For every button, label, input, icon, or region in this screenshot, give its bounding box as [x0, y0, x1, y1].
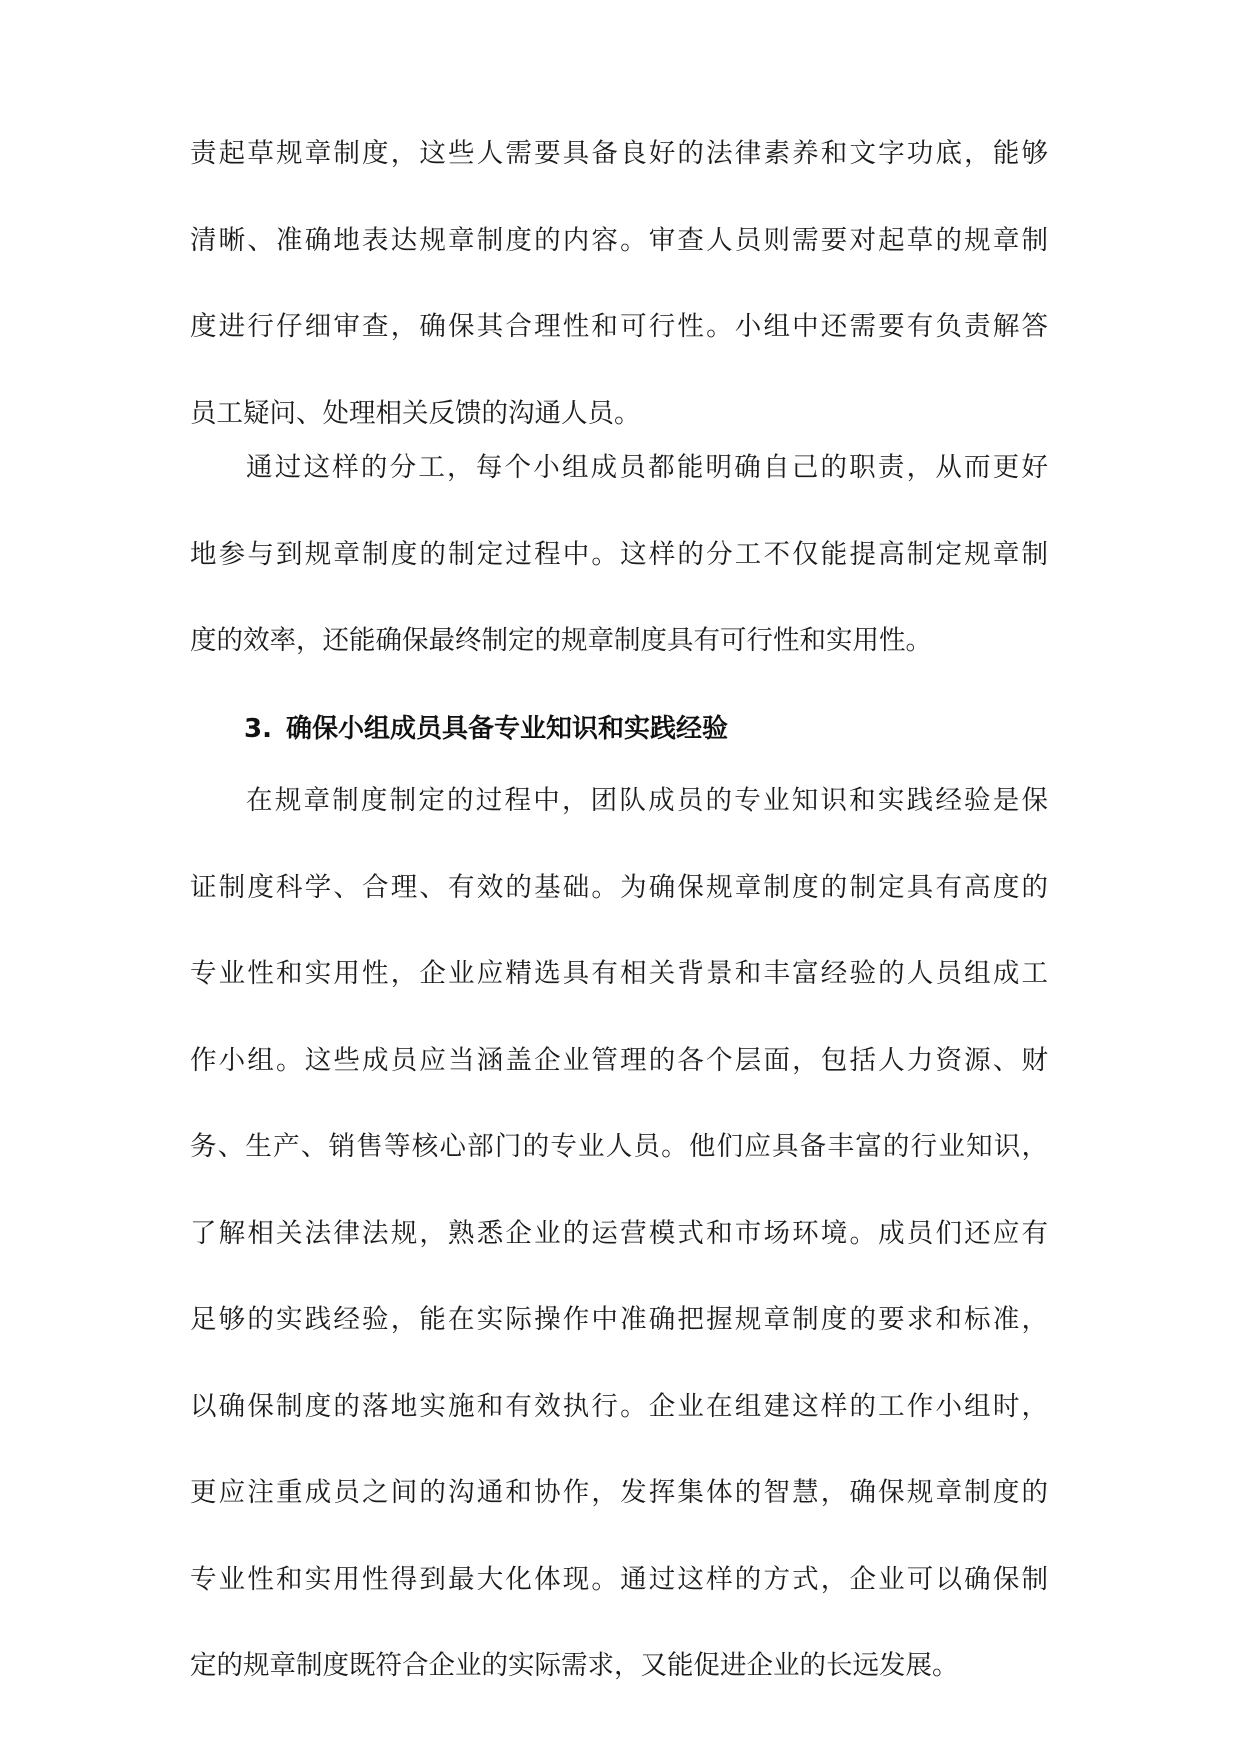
text-line: 足够的实践经验，能在实际操作中准确把握规章制度的要求和标准，	[190, 1304, 1048, 1335]
text-line: 以确保制度的落地实施和有效执行。企业在组建这样的工作小组时，	[190, 1390, 1048, 1422]
text-line: 定的规章制度既符合企业的实际需求，又能促进企业的长远发展。	[190, 1650, 959, 1681]
text-line: 专业性和实用性得到最大化体现。通过这样的方式，企业可以确保制	[190, 1563, 1048, 1595]
text-line: 作小组。这些成员应当涵盖企业管理的各个层面，包括人力资源、财	[190, 1044, 1048, 1076]
paragraph-3	[190, 781, 1048, 1733]
paragraph-1	[190, 134, 1048, 480]
text-line: 证制度科学、合理、有效的基础。为确保规章制度的制定具有高度的	[190, 871, 1048, 903]
text-line: 责起草规章制度，这些人需要具备良好的法律素养和文字功底，能够	[190, 138, 1048, 169]
section-heading	[244, 709, 728, 749]
text-line: 务、生产、销售等核心部门的专业人员。他们应具备丰富的行业知识，	[190, 1131, 1048, 1162]
text-line: 更应注重成员之间的沟通和协作，发挥集体的智慧，确保规章制度的	[190, 1477, 1048, 1508]
section-title: 确保小组成员具备专业知识和实践经验	[286, 714, 729, 744]
text-line: 了解相关法律法规，熟悉企业的运营模式和市场环境。成员们还应有	[190, 1217, 1048, 1249]
text-line: 度进行仔细审查，确保其合理性和可行性。小组中还需要有负责解答	[190, 311, 1048, 342]
text-line: 地参与到规章制度的制定过程中。这样的分工不仅能提高制定规章制	[190, 538, 1048, 570]
text-line: 员工疑问、处理相关反馈的沟通人员。	[190, 397, 641, 429]
text-line: 清晰、准确地表达规章制度的内容。审查人员则需要对起草的规章制	[190, 224, 1048, 256]
section-number: 3.	[244, 714, 272, 744]
paragraph-2	[190, 448, 1048, 708]
text-line: 专业性和实用性，企业应精选具有相关背景和丰富经验的人员组成工	[190, 958, 1048, 989]
text-line: 在规章制度制定的过程中，团队成员的专业知识和实践经验是保	[246, 785, 1048, 816]
text-line: 度的效率，还能确保最终制定的规章制度具有可行性和实用性。	[190, 625, 932, 656]
text-line: 通过这样的分工，每个小组成员都能明确自己的职责，从而更好	[246, 452, 1048, 483]
